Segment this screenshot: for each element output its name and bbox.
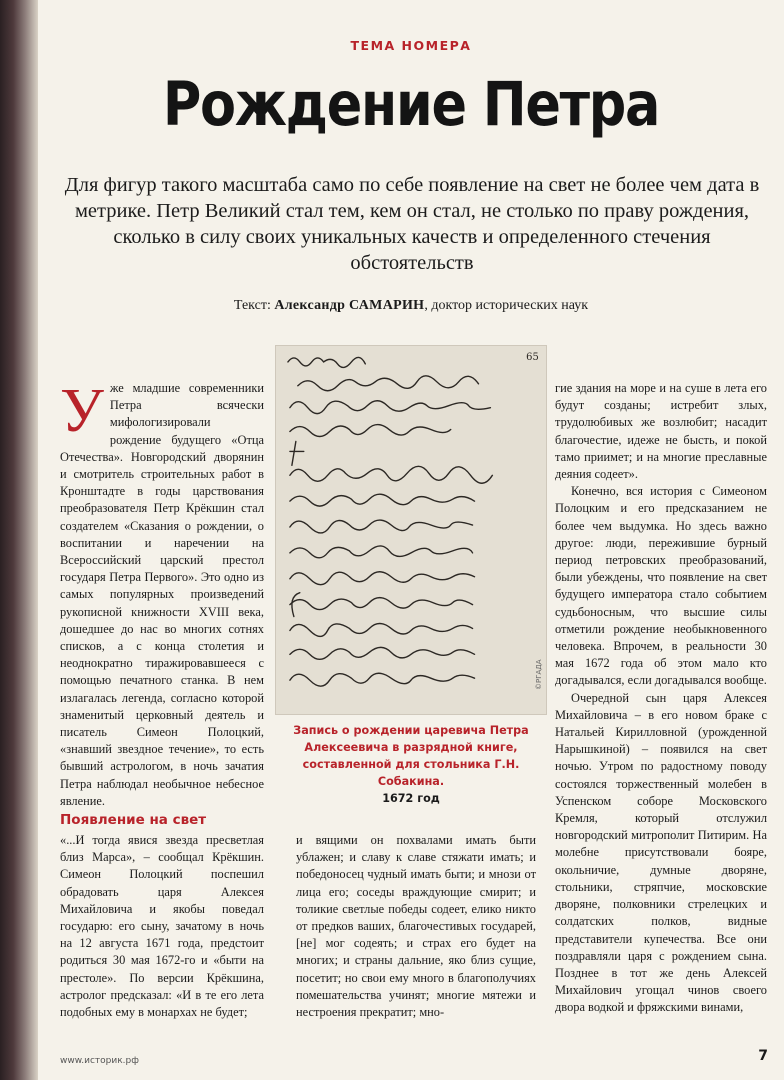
column-1-lower [60, 832, 264, 1021]
column-3-paragraph-3: Очередной сын царя Алексея Михайловича – в его новом браке с Натальей Кирилловной (урожденной Нарышкиной) – появился на свет ночью. Утром по радостному поводу состоялся торжественный молебен в Успенском соборе Московского Кремля, который отслужил новгородский митрополит Питирим. На молебне присутствовали бояре, окольничие, думные дворяне, стольники, стряпчие, московские дворяне, полковники стрелецких и солдатских полков, видные представители купечества. Все они поздравляли царя с рождением сына. Позднее в тот же день Алексей Михайлович угощал чинов своего двора водкой и фряжскими винами, [555, 690, 767, 1015]
folio-number: 65 [526, 351, 539, 363]
footer-url: www.историк.рф [60, 1056, 139, 1066]
article-title: Рождение Петра [162, 69, 660, 140]
section-rubric: ТЕМА НОМЕРА [350, 38, 472, 53]
column-3 [555, 380, 767, 1017]
article-byline [38, 298, 784, 314]
column-2-paragraph: и вящими он похвалами имать быти ублажен; и славу к славе стяжати имать; и победоносец чудный имать быти; и мнози от лица его; соседы враждующие смирит; и толикие светлые победы содеет, елико никто от предков ваших, благочестивых государей, [не] мог содеять; и страх его будет на многих; и страны дальние, яко близ сущие, посетит; но свои ему много в благополучиях помешательства учинят; многие мятежи и нестроения прекратит; мно- [296, 833, 536, 1020]
manuscript-image [275, 345, 547, 715]
magazine-page [38, 0, 784, 1080]
column-1-paragraph: же младшие современники Петра всячески мифологизировали рождение будущего «Отца Отечества». Новгородский дворянин и смотритель строительных работ в Кронштадте в годы царствования преобразователя Петр Крёкшин стал создателем «Сказания о рождении, о воспитании и наречении на Всероссийский царский престол государя Петра Первого». Это одно из самых популярных произведений рукописной книжности XVIII века, дошедшее до нас во многих сотнях списков, а с конца столетия и неоднократно тиражировавшееся с помощью печатного станка. В нем излагалась легенда, согласно которой знаменитый церковный деятель и писатель Симеон Полоцкий, «знавший звездное течение», то есть бывший астрологом, в ночь зачатия Петра наблюдал необычное небесное явление. [60, 381, 264, 808]
figure-caption-year: 1672 год [382, 792, 440, 805]
image-credit: ©РГАДА [535, 659, 543, 690]
manuscript-handwriting-illustration [276, 346, 546, 714]
figure-caption [275, 722, 547, 807]
drop-cap: У [60, 377, 104, 445]
byline-author: Александр САМАРИН [274, 298, 425, 313]
article-lead: Для фигур такого масштаба само по себе появление на свет не более чем дата в метрике. Петр Великий стал тем, кем он стал, не столько по праву рождения, сколько в силу своих уникальных качеств и определенного стечения обстоятельств [64, 174, 760, 274]
figure-caption-text: Запись о рождении царевича Петра Алексеевича в разрядной книге, составленной для стольника Г.Н. Собакина. [293, 724, 529, 788]
column-3-paragraph-1: гие здания на море и на суше в лета его будут созданы; истребит злых, трудолюбивых же возлюбит; насадит благочестие, идеже не бысть, и покой тамо приимет; и на многие преславные деяния содеет». [555, 381, 767, 482]
subheading: Появление на свет [60, 812, 207, 828]
byline-prefix: Текст: [233, 298, 275, 313]
byline-suffix: , доктор исторических наук [424, 298, 589, 313]
page-number: 7 [758, 1048, 768, 1064]
column-1-lower-paragraph: «...И тогда явися звезда пресветлая близ Марса», – сообщал Крёкшин. Симеон Полоцкий поспешил обрадовать царя Алексея Михайловича и якобы поведал государю: его сыну, зачатому в ночь на 12 августа 1671 года, предстоит родиться 30 мая 1672-го и «быти на престоле». По версии Крёкшина, астролог предсказал: «И в те его лета подобных ему в монархах не будет; [60, 833, 264, 1020]
column-2 [296, 832, 536, 1021]
page-spine [0, 0, 38, 1080]
column-3-paragraph-2: Конечно, вся история с Симеоном Полоцким и его предсказанием не более чем выдумка. Но здесь важно другое: люди, пережившие бурный период петровских преобразований, были убеждены, что появление на свет будущего императора стало событием судьбоносным, что высшие силы отметили рождение необыкновенного человека. Впрочем, в реальности 30 мая 1672 года об этом мало кто догадывался, если догадывался вообще. [555, 484, 767, 688]
column-1 [60, 377, 264, 810]
